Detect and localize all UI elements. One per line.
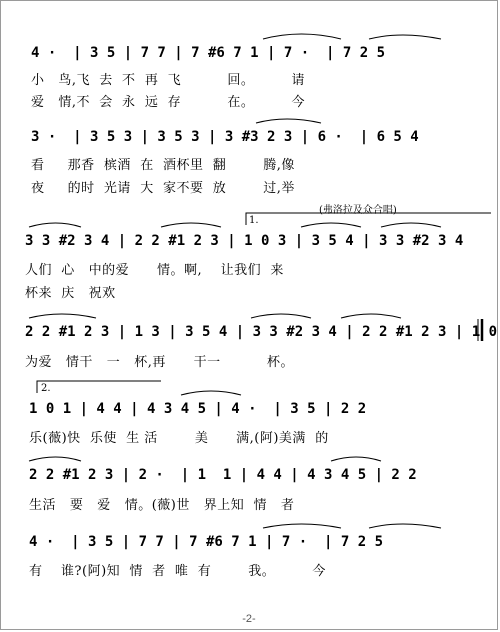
lyrics-line-5: 乐(薇)快 乐使 生 活 美 满,(阿)美满 的 <box>29 431 329 446</box>
lyrics-line-6: 生活 要 爱 情。(薇)世 界上知 情 者 <box>29 498 295 513</box>
notation-line-6: 2 2 #1 2 3 | 2 · | 1 1 | 4 4 | 4 3 4 5 | 2 2 <box>29 467 417 483</box>
notation-line-4: 2 2 #1 2 3 | 1 3 | 3 5 4 | 3 3 #2 3 4 | 2 2 #1 2 3 | 1 0 <box>25 324 498 340</box>
notation-line-1: 4 · | 3 5 | 7 7 | 7 #6 7 1 | 7 · | 7 2 5 <box>31 45 386 61</box>
lyrics-line-2a: 看 那香 槟酒 在 酒杯里 翻 腾,像 <box>31 158 295 173</box>
lyrics-line-4: 为爱 情干 一 杯,再 干一 杯。 <box>25 355 294 370</box>
notation-line-3: 3 3 #2 3 4 | 2 2 #1 2 3 | 1 0 3 | 3 5 4 | 3 3 #2 3 4 <box>25 233 464 249</box>
lyrics-line-1b: 爱 情,不 会 永 远 存 在。 今 <box>31 95 305 110</box>
slur-and-bracket-overlay <box>1 1 499 631</box>
lyrics-line-1a: 小 鸟,飞 去 不 再 飞 回。 请 <box>31 73 305 88</box>
volta-1-label: 1. <box>249 215 259 226</box>
chorus-annotation: (弗洛拉及众合唱) <box>319 205 397 216</box>
lyrics-line-7: 有 谁?(阿)知 情 者 唯 有 我。 今 <box>29 564 326 579</box>
lyrics-line-3b: 杯来 庆 祝欢 <box>25 286 116 301</box>
lyrics-line-3a: 人们 心 中的爱 情。啊, 让我们 来 <box>25 263 284 278</box>
notation-line-7: 4 · | 3 5 | 7 7 | 7 #6 7 1 | 7 · | 7 2 5 <box>29 534 384 550</box>
notation-line-5: 1 0 1 | 4 4 | 4 3 4 5 | 4 · | 3 5 | 2 2 <box>29 401 367 417</box>
lyrics-line-2b: 夜 的时 光请 大 家不要 放 过,举 <box>31 181 295 196</box>
notation-line-2: 3 · | 3 5 3 | 3 5 3 | 3 #3 2 3 | 6 · | 6 5 4 <box>31 129 419 145</box>
page-number: -2- <box>242 613 256 625</box>
volta-2-label: 2. <box>41 383 51 394</box>
